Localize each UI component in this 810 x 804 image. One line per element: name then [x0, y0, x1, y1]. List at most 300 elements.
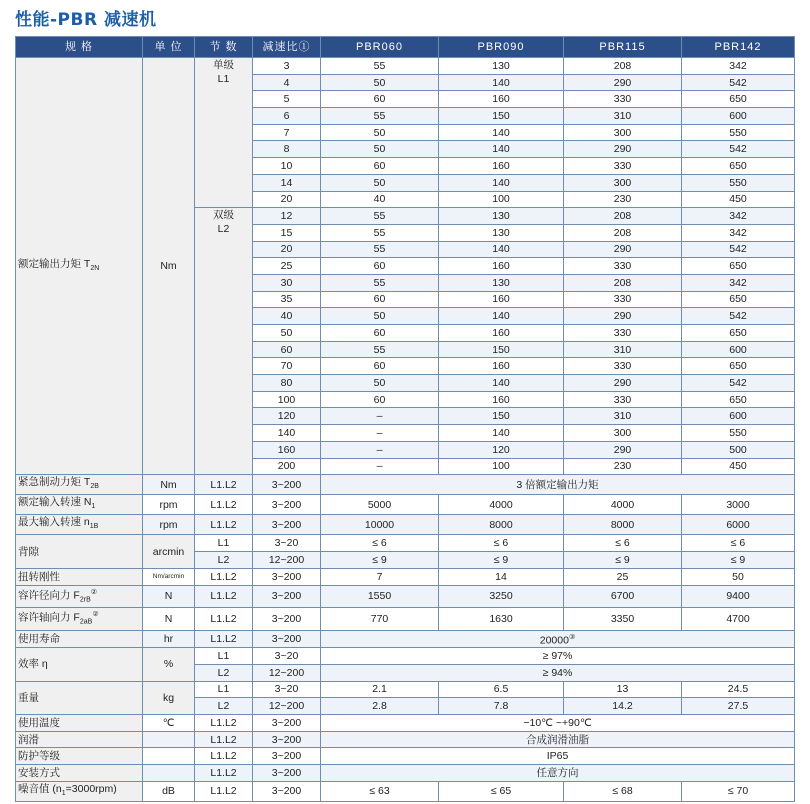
row-label — [16, 765, 143, 782]
value-cell: 55 — [321, 208, 439, 225]
value-cell: 5000 — [321, 495, 439, 515]
value-cell: 60 — [321, 91, 439, 108]
unit-cell: Nm — [143, 475, 195, 495]
ratio-cell: 3~200 — [253, 568, 321, 585]
spec-table — [15, 36, 795, 802]
table-row — [16, 58, 795, 75]
table-row — [16, 535, 795, 552]
ratio-cell: 3~200 — [253, 515, 321, 535]
value-cell: 290 — [564, 308, 682, 325]
value-cell: 330 — [564, 258, 682, 275]
table-row — [16, 748, 795, 765]
ratio-cell: 3~20 — [253, 648, 321, 665]
merged-value: 3 倍额定输出力矩 — [516, 478, 599, 491]
value-cell: ≤ 9 — [321, 552, 439, 569]
value-cell: 7 — [321, 568, 439, 585]
unit-cell: N — [143, 585, 195, 608]
row-label-text: 容许轴向力 F — [18, 611, 80, 624]
value-cell: 542 — [682, 241, 795, 258]
ratio-cell: 60 — [253, 341, 321, 358]
merged-value: −10℃ ~+90℃ — [523, 716, 592, 729]
merged-value-cell — [321, 748, 795, 765]
ratio-cell: 3 — [253, 58, 321, 75]
row-label — [16, 535, 143, 568]
ratio-cell: 3~20 — [253, 681, 321, 698]
header-pbr060: PBR060 — [321, 37, 439, 58]
value-cell: 4000 — [564, 495, 682, 515]
ratio-cell: 12 — [253, 208, 321, 225]
row-label — [16, 714, 143, 731]
row-label-text: 效率 η — [18, 658, 48, 671]
value-cell: ≤ 6 — [564, 535, 682, 552]
value-cell: 290 — [564, 241, 682, 258]
value-cell: 24.5 — [682, 681, 795, 698]
table-row — [16, 608, 795, 631]
header-spec: 规 格 — [16, 37, 143, 58]
ratio-cell: 30 — [253, 274, 321, 291]
row-label-text: 安装方式 — [18, 766, 60, 779]
table-row — [16, 630, 795, 648]
stage-cell: L1 — [195, 681, 253, 698]
ratio-cell: 3~20 — [253, 535, 321, 552]
table-row — [16, 568, 795, 585]
unit-cell: Nm/arcmin — [143, 568, 195, 585]
value-cell: 130 — [439, 58, 564, 75]
row-label-text: 使用温度 — [18, 716, 60, 729]
merged-value: 合成润滑油脂 — [526, 733, 589, 746]
unit-cell: rpm — [143, 515, 195, 535]
value-cell: ≤ 63 — [321, 781, 439, 801]
value-cell: 300 — [564, 124, 682, 141]
value-cell: 650 — [682, 158, 795, 175]
header-ratio: 减速比① — [253, 37, 321, 58]
row-label-subscript: 1B — [89, 523, 99, 531]
ratio-cell: 40 — [253, 308, 321, 325]
row-label — [16, 585, 143, 608]
row-label — [16, 495, 143, 515]
ratio-cell: 3~200 — [253, 495, 321, 515]
unit-cell: ℃ — [143, 714, 195, 731]
row-label-text: 背隙 — [18, 545, 39, 558]
value-cell: ≤ 9 — [564, 552, 682, 569]
value-cell: ≤ 6 — [439, 535, 564, 552]
value-cell: 330 — [564, 158, 682, 175]
value-cell: 330 — [564, 291, 682, 308]
value-cell: 300 — [564, 425, 682, 442]
row-label — [16, 781, 143, 801]
value-cell: 542 — [682, 141, 795, 158]
row-label-subscript: 2aB — [79, 618, 93, 626]
value-cell: 290 — [564, 74, 682, 91]
stage-cell: L1.L2 — [195, 765, 253, 782]
ratio-cell: 12~200 — [253, 698, 321, 715]
merged-value-cell: ≥ 94% — [321, 664, 795, 681]
value-cell: ≤ 70 — [682, 781, 795, 801]
ratio-cell: 8 — [253, 141, 321, 158]
value-cell: 6.5 — [439, 681, 564, 698]
stage-cell: L1.L2 — [195, 630, 253, 648]
value-cell: 6000 — [682, 515, 795, 535]
page-title: 性能-PBR 减速机 — [15, 10, 157, 30]
unit-cell: rpm — [143, 495, 195, 515]
value-cell: 342 — [682, 58, 795, 75]
value-cell: 25 — [564, 568, 682, 585]
ratio-cell: 10 — [253, 158, 321, 175]
value-cell: 60 — [321, 291, 439, 308]
table-row — [16, 495, 795, 515]
stage-name: 双级 — [213, 209, 234, 222]
value-cell: 160 — [439, 91, 564, 108]
value-cell: 140 — [439, 241, 564, 258]
row-label-text: 润滑 — [18, 733, 39, 746]
value-cell: 650 — [682, 391, 795, 408]
table-row — [16, 585, 795, 608]
row-label-text: 使用寿命 — [18, 632, 60, 645]
unit-cell: N — [143, 608, 195, 631]
merged-value-cell — [321, 765, 795, 782]
stage-cell: L1.L2 — [195, 495, 253, 515]
stage-name: 单级 — [213, 59, 234, 71]
value-cell: 230 — [564, 191, 682, 208]
value-cell: 330 — [564, 358, 682, 375]
unit-cell — [143, 765, 195, 782]
value-cell: 50 — [682, 568, 795, 585]
header-unit: 单 位 — [143, 37, 195, 58]
value-cell: 140 — [439, 174, 564, 191]
ratio-cell: 6 — [253, 108, 321, 125]
ratio-cell: 50 — [253, 325, 321, 342]
value-cell: 50 — [321, 141, 439, 158]
value-cell: 600 — [682, 341, 795, 358]
value-cell: ≤ 6 — [321, 535, 439, 552]
ratio-cell: 3~200 — [253, 585, 321, 608]
value-cell: 150 — [439, 341, 564, 358]
row-label — [16, 568, 143, 585]
table-row — [16, 781, 795, 801]
ratio-cell: 3~200 — [253, 475, 321, 495]
value-cell: 550 — [682, 425, 795, 442]
value-cell: 160 — [439, 325, 564, 342]
unit-cell: dB — [143, 781, 195, 801]
unit-cell: % — [143, 648, 195, 681]
value-cell: 650 — [682, 291, 795, 308]
value-cell: 450 — [682, 458, 795, 475]
ratio-cell: 7 — [253, 124, 321, 141]
value-cell: 310 — [564, 341, 682, 358]
unit-cell: Nm — [143, 58, 195, 475]
table-row — [16, 731, 795, 748]
value-cell: 160 — [439, 291, 564, 308]
stage-cell: L1.L2 — [195, 608, 253, 631]
value-cell: 150 — [439, 108, 564, 125]
value-cell: ≤ 6 — [682, 535, 795, 552]
table-row — [16, 714, 795, 731]
ratio-cell: 14 — [253, 174, 321, 191]
value-cell: 140 — [439, 141, 564, 158]
value-cell: 500 — [682, 441, 795, 458]
unit-cell: arcmin — [143, 535, 195, 568]
value-cell: – — [321, 441, 439, 458]
row-label-subscript: 1 — [91, 503, 96, 511]
ratio-cell: 15 — [253, 224, 321, 241]
ratio-cell: 3~200 — [253, 748, 321, 765]
row-label-text: 扭转刚性 — [18, 570, 60, 583]
header-pbr142: PBR142 — [682, 37, 795, 58]
ratio-cell: 20 — [253, 191, 321, 208]
row-label-subscript: 1 — [61, 789, 66, 797]
row-label-text: 额定输入转速 N — [18, 496, 92, 509]
value-cell: ≤ 65 — [439, 781, 564, 801]
value-cell: 8000 — [564, 515, 682, 535]
unit-cell: hr — [143, 630, 195, 648]
row-label — [16, 681, 143, 714]
value-cell: 55 — [321, 58, 439, 75]
value-cell: 3000 — [682, 495, 795, 515]
value-cell: 208 — [564, 224, 682, 241]
ratio-cell: 5 — [253, 91, 321, 108]
unit-cell: kg — [143, 681, 195, 714]
value-cell: 3250 — [439, 585, 564, 608]
value-cell: 50 — [321, 74, 439, 91]
header-pbr115: PBR115 — [564, 37, 682, 58]
value-cell: 8000 — [439, 515, 564, 535]
value-cell: 60 — [321, 358, 439, 375]
value-cell: 3350 — [564, 608, 682, 631]
ratio-cell: 3~200 — [253, 731, 321, 748]
row-label — [16, 515, 143, 535]
ratio-cell: 100 — [253, 391, 321, 408]
value-cell: 130 — [439, 224, 564, 241]
value-cell: 160 — [439, 391, 564, 408]
row-label-text: 最大输入转速 n — [18, 516, 90, 529]
row-label-text: 重量 — [18, 691, 39, 704]
value-cell: 160 — [439, 358, 564, 375]
row-label-subscript: 2B — [90, 483, 99, 491]
value-cell: 50 — [321, 375, 439, 392]
value-cell: 4000 — [439, 495, 564, 515]
value-cell: 208 — [564, 58, 682, 75]
table-row — [16, 475, 795, 495]
value-cell: 290 — [564, 375, 682, 392]
merged-value-cell: ≥ 97% — [321, 648, 795, 665]
row-label-subscript: 2rB — [79, 596, 91, 604]
value-cell: 450 — [682, 191, 795, 208]
stage-cell: L1.L2 — [195, 475, 253, 495]
value-cell: 27.5 — [682, 698, 795, 715]
stage-cell: L1.L2 — [195, 781, 253, 801]
value-cell: 160 — [439, 258, 564, 275]
ratio-cell: 3~200 — [253, 781, 321, 801]
value-cell: 14.2 — [564, 698, 682, 715]
row-label-text: 额定输出力矩 T — [18, 257, 91, 270]
value-cell: 60 — [321, 258, 439, 275]
value-cell: 770 — [321, 608, 439, 631]
value-cell: 600 — [682, 108, 795, 125]
value-cell: 290 — [564, 141, 682, 158]
value-cell: 50 — [321, 124, 439, 141]
value-cell: 140 — [439, 74, 564, 91]
merged-value-cell — [321, 630, 795, 648]
merged-value-cell — [321, 714, 795, 731]
value-cell: 7.8 — [439, 698, 564, 715]
row-label — [16, 58, 143, 475]
value-cell: 650 — [682, 358, 795, 375]
value-cell: 542 — [682, 308, 795, 325]
value-cell: 140 — [439, 124, 564, 141]
row-label — [16, 630, 143, 648]
merged-value: IP65 — [546, 750, 569, 763]
value-cell: 600 — [682, 408, 795, 425]
value-cell: 160 — [439, 158, 564, 175]
stage-code: L1 — [217, 73, 230, 85]
stage-cell: L1.L2 — [195, 714, 253, 731]
value-cell: 55 — [321, 241, 439, 258]
stage-cell: L1.L2 — [195, 748, 253, 765]
value-cell: 208 — [564, 274, 682, 291]
value-cell: 140 — [439, 425, 564, 442]
row-label — [16, 475, 143, 495]
unit-cell — [143, 748, 195, 765]
value-cell: 342 — [682, 224, 795, 241]
value-cell: 4700 — [682, 608, 795, 631]
value-cell: 330 — [564, 391, 682, 408]
ratio-cell: 3~200 — [253, 608, 321, 631]
row-label-text: 容许径向力 F — [18, 589, 80, 602]
value-cell: 650 — [682, 258, 795, 275]
value-cell: – — [321, 458, 439, 475]
value-cell: 342 — [682, 274, 795, 291]
header-stage: 节 数 — [195, 37, 253, 58]
value-cell: ≤ 9 — [682, 552, 795, 569]
ratio-cell: 3~200 — [253, 765, 321, 782]
merged-value-cell — [321, 475, 795, 495]
stage-cell: L1.L2 — [195, 515, 253, 535]
row-label — [16, 748, 143, 765]
value-cell: 550 — [682, 174, 795, 191]
row-label — [16, 648, 143, 681]
value-cell: 342 — [682, 208, 795, 225]
value-cell: 55 — [321, 274, 439, 291]
value-cell: 310 — [564, 108, 682, 125]
value-cell: 550 — [682, 124, 795, 141]
stage-cell: L1.L2 — [195, 585, 253, 608]
value-cell: ≤ 68 — [564, 781, 682, 801]
value-cell: 208 — [564, 208, 682, 225]
unit-cell — [143, 731, 195, 748]
value-cell: 330 — [564, 91, 682, 108]
value-cell: 130 — [439, 208, 564, 225]
value-cell: – — [321, 425, 439, 442]
ratio-cell: 80 — [253, 375, 321, 392]
merged-value-cell — [321, 731, 795, 748]
header-pbr090: PBR090 — [439, 37, 564, 58]
stage-cell: L1 — [195, 535, 253, 552]
row-label-tail: =3000rpm) — [65, 782, 117, 795]
row-label-text: 紧急制动力矩 T — [18, 476, 91, 489]
row-label — [16, 608, 143, 631]
value-cell: 2.1 — [321, 681, 439, 698]
value-cell: 150 — [439, 408, 564, 425]
value-cell: 130 — [439, 274, 564, 291]
ratio-cell: 20 — [253, 241, 321, 258]
value-cell: – — [321, 408, 439, 425]
merged-value: 任意方向 — [536, 766, 579, 779]
row-label-subscript: 2N — [90, 264, 100, 272]
value-cell: 55 — [321, 341, 439, 358]
table-row — [16, 648, 795, 665]
ratio-cell: 3~200 — [253, 714, 321, 731]
table-header-row — [16, 37, 795, 58]
value-cell: 13 — [564, 681, 682, 698]
value-cell: 650 — [682, 325, 795, 342]
ratio-cell: 4 — [253, 74, 321, 91]
value-cell: 542 — [682, 375, 795, 392]
table-row — [16, 765, 795, 782]
stage-cell: L1 — [195, 648, 253, 665]
footnote-mark: ② — [92, 611, 99, 619]
ratio-cell: 35 — [253, 291, 321, 308]
stage-l1-cell — [195, 58, 253, 208]
ratio-cell: 12~200 — [253, 552, 321, 569]
value-cell: 140 — [439, 308, 564, 325]
stage-cell: L1.L2 — [195, 568, 253, 585]
value-cell: 60 — [321, 325, 439, 342]
ratio-cell: 25 — [253, 258, 321, 275]
footnote-mark: ② — [90, 588, 98, 596]
value-cell: 542 — [682, 74, 795, 91]
value-cell: 140 — [439, 375, 564, 392]
value-cell: 55 — [321, 108, 439, 125]
table-row — [16, 515, 795, 535]
value-cell: 300 — [564, 174, 682, 191]
value-cell: 330 — [564, 325, 682, 342]
stage-cell: L2 — [195, 698, 253, 715]
ratio-cell: 70 — [253, 358, 321, 375]
value-cell: 50 — [321, 308, 439, 325]
stage-code: L2 — [217, 223, 230, 236]
ratio-cell: 140 — [253, 425, 321, 442]
stage-l2-cell — [195, 208, 253, 475]
ratio-cell: 3~200 — [253, 630, 321, 648]
value-cell: 9400 — [682, 585, 795, 608]
stage-cell: L2 — [195, 664, 253, 681]
value-cell: 60 — [321, 158, 439, 175]
value-cell: 50 — [321, 174, 439, 191]
value-cell: 120 — [439, 441, 564, 458]
stage-cell: L1.L2 — [195, 731, 253, 748]
value-cell: 10000 — [321, 515, 439, 535]
ratio-cell: 200 — [253, 458, 321, 475]
value-cell: 230 — [564, 458, 682, 475]
value-cell: 100 — [439, 191, 564, 208]
value-cell: ≤ 9 — [439, 552, 564, 569]
ratio-cell: 12~200 — [253, 664, 321, 681]
value-cell: 6700 — [564, 585, 682, 608]
value-cell: 40 — [321, 191, 439, 208]
stage-cell: L2 — [195, 552, 253, 569]
value-cell: 55 — [321, 224, 439, 241]
footnote-mark: ③ — [568, 633, 576, 641]
row-label-text: 噪音值 (n — [18, 782, 62, 795]
merged-value: 20000 — [539, 634, 569, 647]
value-cell: 310 — [564, 408, 682, 425]
value-cell: 2.8 — [321, 698, 439, 715]
row-label — [16, 731, 143, 748]
value-cell: 1550 — [321, 585, 439, 608]
value-cell: 14 — [439, 568, 564, 585]
value-cell: 1630 — [439, 608, 564, 631]
value-cell: 290 — [564, 441, 682, 458]
